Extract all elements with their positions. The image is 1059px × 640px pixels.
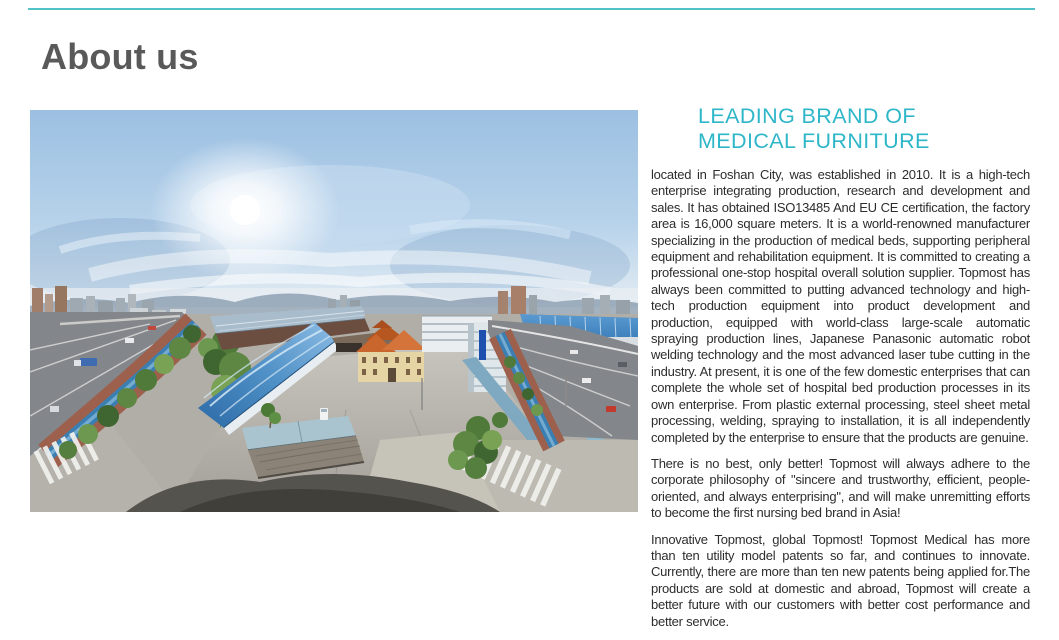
about-section: [651, 104, 1030, 640]
page-title: About us: [41, 36, 199, 77]
panorama-illustration: [30, 110, 638, 512]
section-heading: [698, 104, 1030, 154]
factory-aerial-panorama-image: [30, 110, 638, 512]
section-heading-line1: LEADING BRAND OF: [698, 104, 916, 128]
about-paragraph-3: Innovative Topmost, global Topmost! Topmost Medical has more than ten utility model patents so far, and continues to innovate. Currently, there are more than ten new patents being applied for.The products are sold at domestic and abroad, Topmost will create a better future with our customers with better cost performance and better service.: [651, 531, 1030, 629]
about-paragraph-2: There is no best, only better! Topmost will always adhere to the corporate philosophy of "sincere and trustworthy, efficient, people-oriented, and always enterprising", and will make unremitting efforts to become the first nursing bed brand in Asia!: [651, 455, 1030, 521]
about-paragraph-1: located in Foshan City, was established in 2010. It is a high-tech enterprise integrating production, research and development and sales. It has obtained ISO13485 And EU CE certification, the factory area is 16,000 square meters. It is a world-renowned manufacturer specializing in the production of medical beds, supporting peripheral equipment and rehabilitation equipment. It is committed to creating a professional one-stop hospital overall solution supplier. Topmost has always been committed to putting advanced technology and high-tech production equipment into product development and production, equipped with world-class large-scale automatic spraying production lines, Japanese Panasonic automatic robot welding technology and the most advanced laser tube cutting in the industry. At present, it is one of the few domestic enterprises that can complete the whole set of hospital bed production processes in its own enterprise. From plastic external processing, steel sheet metal processing, welding, spraying to installation, it is all independently completed by the enterprise to ensure that the products are genuine.: [651, 167, 1030, 445]
top-accent-line: [28, 8, 1035, 10]
section-heading-line2: MEDICAL FURNITURE: [698, 129, 930, 153]
